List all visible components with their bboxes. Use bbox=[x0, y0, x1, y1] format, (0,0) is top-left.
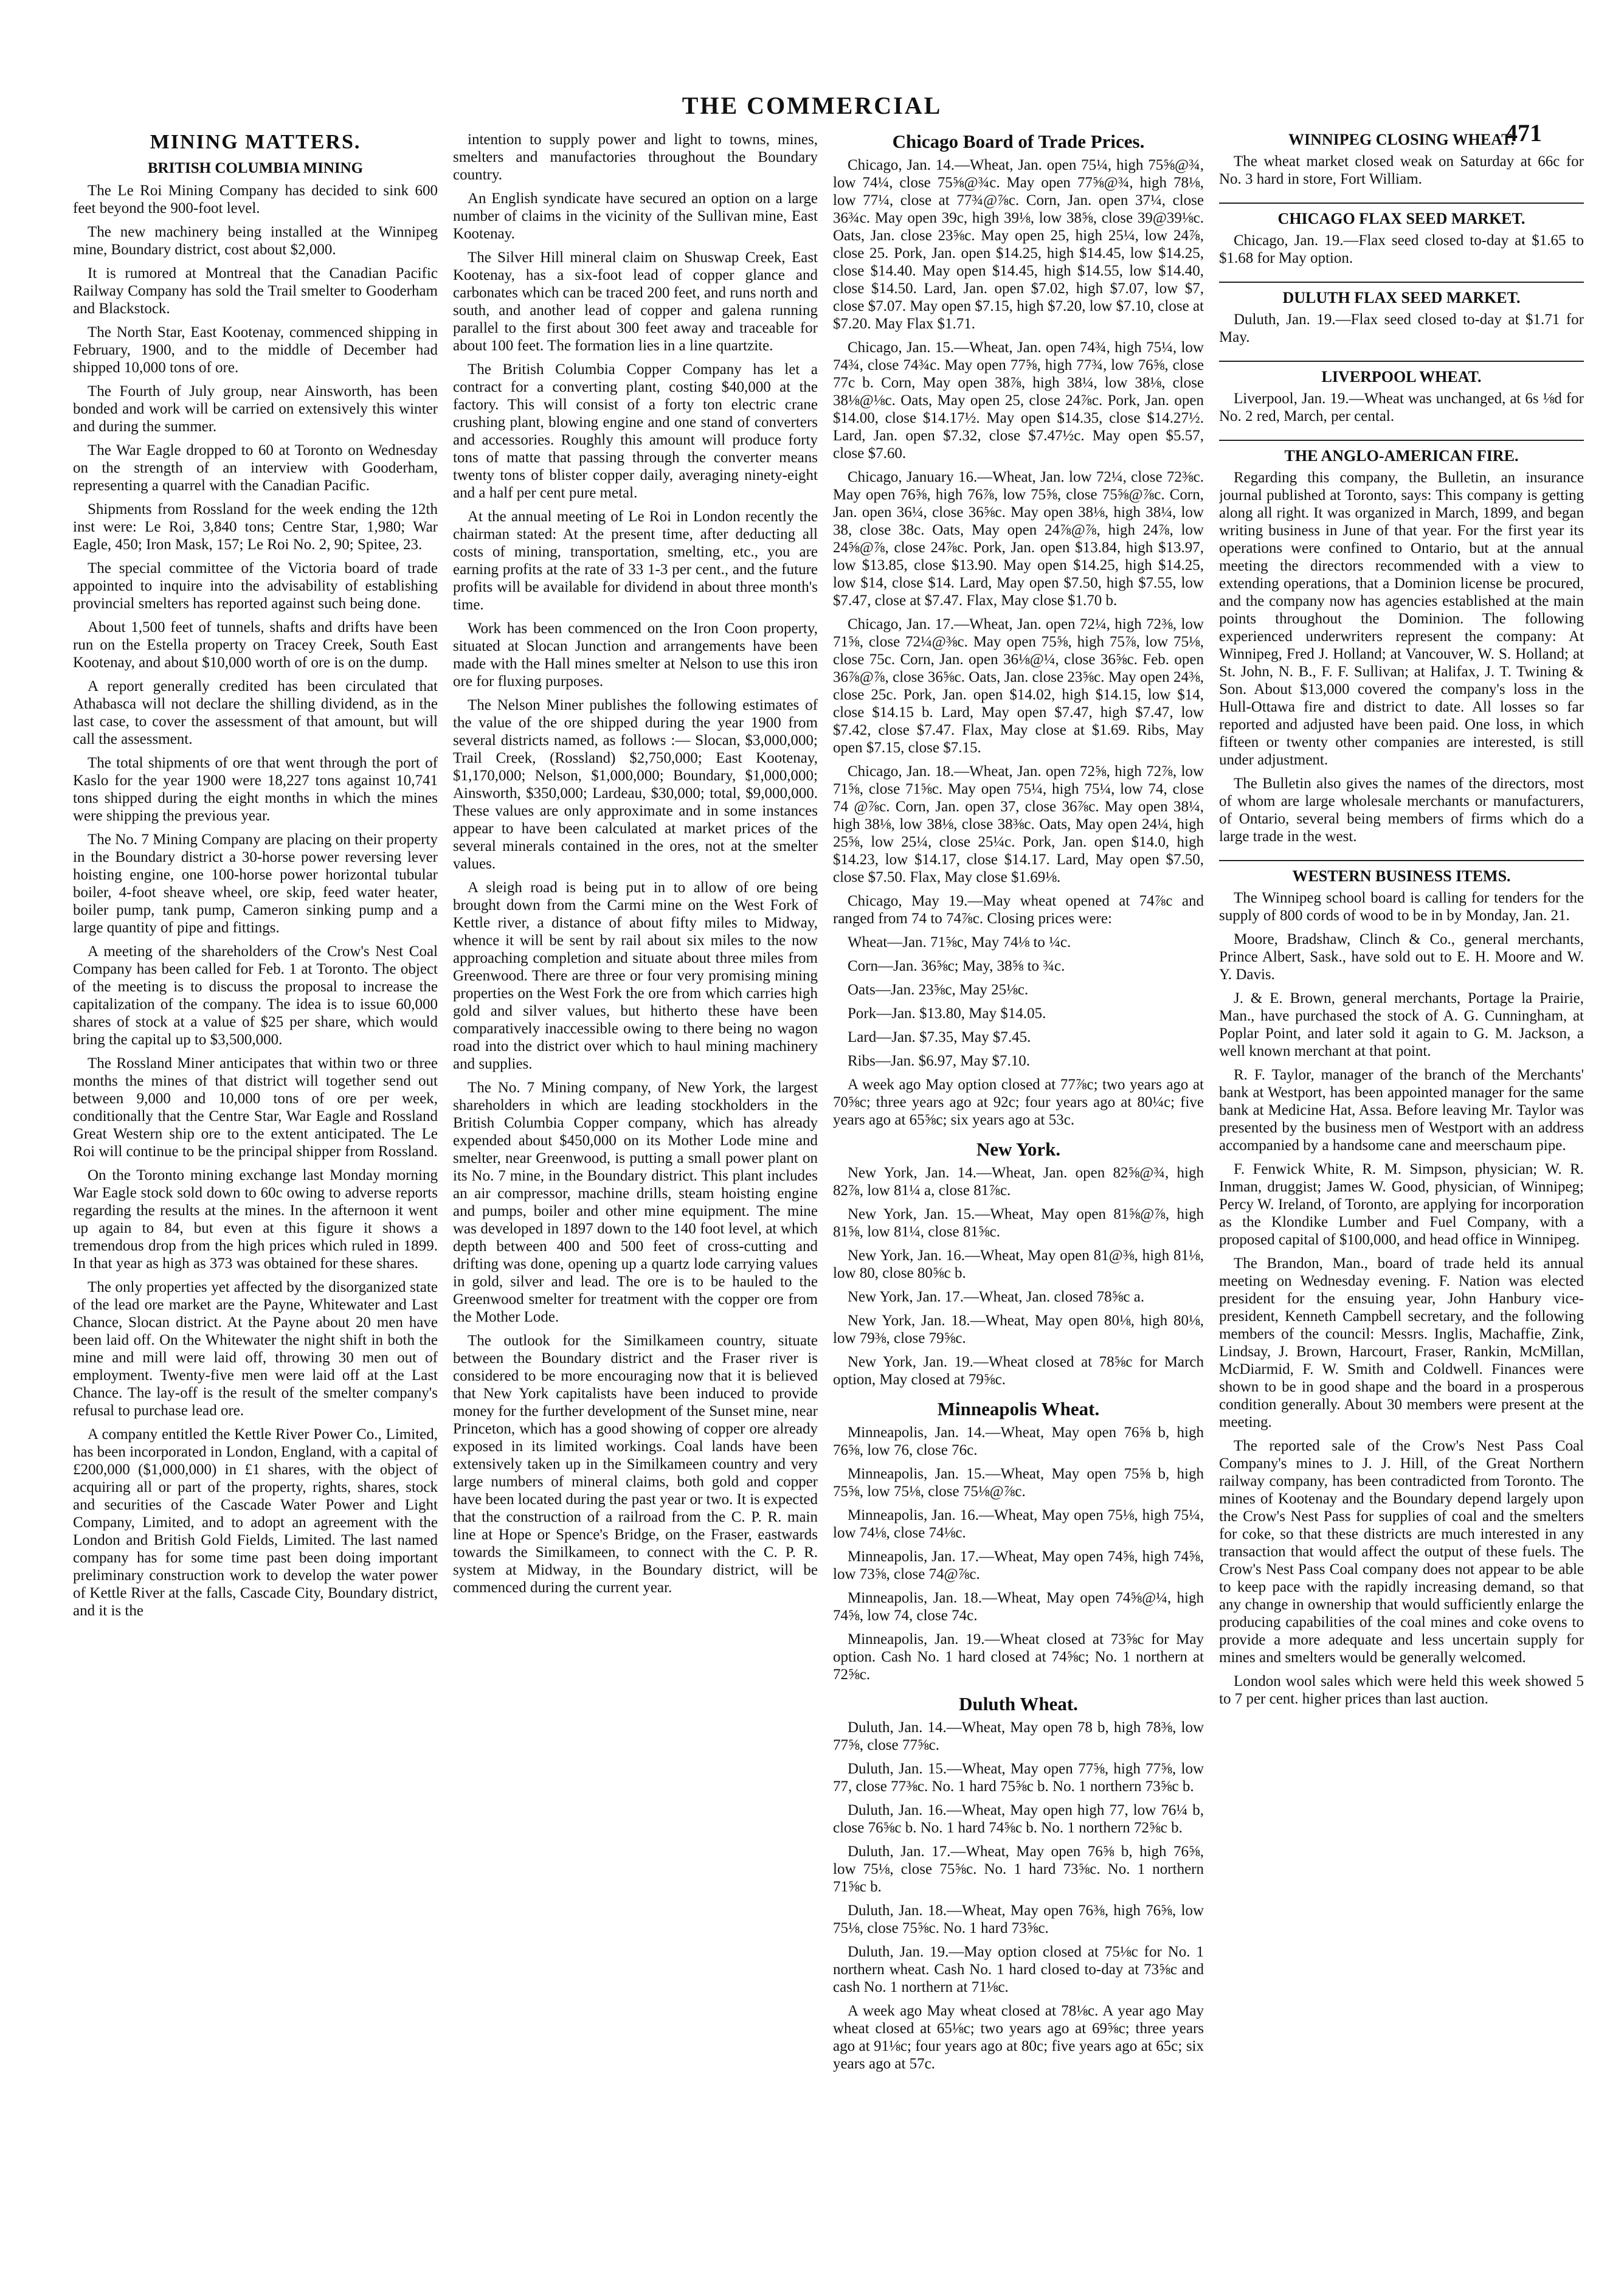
article-paragraph: The only properties yet affected by the disorganized state of the lead ore market are the Payne, Whitewater and Last Chance, Slocan district. At the Payne about 20 men have been laid off. On the Whitewater the night shift in both the mine and mill were laid off, throwing 30 men out of employment. Twenty-five men were laid off at the Last Chance. The lay-off is the result of the smelter company's refusal to purchase lead ore. bbox=[73, 1279, 438, 1419]
article-paragraph: Pork—Jan. $13.80, May $14.05. bbox=[848, 1005, 1046, 1022]
column-2 bbox=[453, 131, 818, 2247]
article-paragraph: London wool sales which were held this week showed 5 to 7 per cent. higher prices than last auction. bbox=[1219, 1673, 1584, 1707]
article-paragraph: It is rumored at Montreal that the Canadian Pacific Railway Company has sold the Trail smelter to Gooderham and Blackstock. bbox=[73, 265, 438, 317]
article-paragraph: Chicago, Jan. 14.—Wheat, Jan. open 75¼, high 75⅝@¾, low 74¼, close 75⅝@¾c. May open 77⅝@¾, high 78⅛, low 77¼, close at 77¾@⅞c. Corn, Jan. open 37¼, close 36¾c. May open 39c, high 39⅛, low 38⅝, close 39@39⅛c. Oats, Jan. close 23⅝c. May open 25, high 25¼, low 24⅞, close 25. Pork, Jan. open $14.25, high $14.45, low $14.25, close $14.40. May open $14.45, high $14.55, low $14.40, close $14.50. Lard, Jan. open $7.02, high $7.07, low $7, close $7.07. May open $7.15, high $7.20, low $7.10, close at $7.20. May Flax $1.71. bbox=[833, 157, 1204, 332]
article-paragraph: Chicago, January 16.—Wheat, Jan. low 72¼, close 72⅜c. May open 76⅝, high 76⅞, low 75⅝, close 75⅝@⅞c. Corn, Jan. open 36¼, close 36⅝c. May open 38⅛, high 38¼, low 38, close 38c. Oats, May open 24⅞@⅞, high 24⅞, low 24⅝@⅞, close 24⅞c. Pork, Jan. open $13.84, high $13.97, low $13.85, close $13.90. May open $14.25, high $14.25, low $14, close $14. Lard, May open $7.50, high $7.55, low $7.47, close at $7.47. Flax, May close $1.70 b. bbox=[833, 469, 1204, 609]
heading-duluth: Duluth Wheat. bbox=[959, 1693, 1078, 1714]
article-paragraph: The No. 7 Mining company, of New York, the largest shareholders in which are leading stockholders in the British Columbia Copper company, which has already expended about $450,000 on its Mother Lode mine and smelter, near Greenwood, is putting a small power plant on its No. 7 mine, in the Boundary district. This plant includes an air compressor, machine drills, steam hoisting engine and pumps, boiler and other mine equipment. The mine was developed in 1897 down to the 140 foot level, at which depth between 400 and 500 feet of cross-cutting and drifting was done, opening up a quartz lode carrying values in gold, silver and lead. The ore is to be hauled to the Greenwood smelter for treatment with the copper ore from the Mother Lode. bbox=[453, 1080, 818, 1325]
article-paragraph: The special committee of the Victoria board of trade appointed to inquire into the advisability of establishing provincial smelters has reported against such being done. bbox=[73, 560, 438, 612]
article-paragraph: Wheat—Jan. 71⅝c, May 74⅛ to ¼c. bbox=[848, 934, 1071, 951]
page-number: 471 bbox=[1505, 119, 1542, 147]
article-paragraph: Lard—Jan. $7.35, May $7.45. bbox=[848, 1029, 1031, 1045]
article-paragraph: New York, Jan. 18.—Wheat, May open 80⅛, high 80⅛, low 79⅜, close 79⅝c. bbox=[833, 1312, 1204, 1347]
article-paragraph: A meeting of the shareholders of the Crow's Nest Coal Company has been called for Feb. 1 at Toronto. The object of the meeting is to discuss the proposal to increase the capitalization of the company. The idea is to issue 60,000 shares of stock at a value of $25 per share, which would bring the capital up to $3,500,000. bbox=[73, 943, 438, 1048]
article-paragraph: The No. 7 Mining Company are placing on their property in the Boundary district a 30-horse power reversing lever hoisting engine, one 100-horse power horizontal tubular boiler, 4-foot sheave wheel, ore skip, feed water heater, boiler pump, tank pump, Cameron sinking pump and a large quantity of pipe and fittings. bbox=[73, 831, 438, 936]
article-paragraph: A week ago May wheat closed at 78⅛c. A year ago May wheat closed at 65⅛c; two years ago at 69⅝c; three years ago at 91⅛c; four years ago at 80c; five years ago at 65c; six years ago at 57c. bbox=[833, 2003, 1204, 2072]
heading-winnipeg-wheat: WINNIPEG CLOSING WHEAT. bbox=[1288, 131, 1515, 148]
article-paragraph: The outlook for the Similkameen country, situate between the Boundary district and the Fraser river is considered to be more encouraging now that it is believed that New York capitalists have been induced to provide money for the further development of the Sunset mine, near Princeton, which has a good showing of copper ore already exposed in its limited workings. Coal lands have been extensively taken up in the Similkameen country and very large numbers of mineral claims, both gold and copper have been located during the past year or two. It is expected that the construction of a railroad from the C. P. R. main line at Hope or Spence's Bridge, on the Fraser, eastwards towards the Similkameen, to connect with the C. P. R. system at Midway, in the Boundary district, will be commenced during the current year. bbox=[453, 1333, 818, 1596]
article-paragraph: Duluth, Jan. 17.—Wheat, May open 76⅝ b, high 76⅝, low 75⅛, close 75⅝c. No. 1 hard 73⅝c. No. 1 northern 71⅝c b. bbox=[833, 1843, 1204, 1895]
section-title-mining-matters: MINING MATTERS. bbox=[150, 131, 361, 153]
article-paragraph: F. Fenwick White, R. M. Simpson, physician; W. R. Inman, druggist; James W. Good, physician, of Winnipeg; Percy W. Ireland, of Toronto, are applying for incorporation as the Klondike Lumber and Fuel Company, with a proposed capital of $100,000, and head office in Winnipeg. bbox=[1219, 1161, 1584, 1248]
heading-liverpool: LIVERPOOL WHEAT. bbox=[1219, 361, 1584, 386]
article-paragraph: Duluth, Jan. 16.—Wheat, May open high 77, low 76¼ b, close 76⅝c b. No. 1 hard 74⅝c b. No. 1 northern 72⅝c b. bbox=[833, 1802, 1204, 1836]
article-paragraph: An English syndicate have secured an option on a large number of claims in the vicinity of the Sullivan mine, East Kootenay. bbox=[453, 190, 818, 242]
article-paragraph: The Rossland Miner anticipates that within two or three months the mines of that district will together send out between 9,000 and 10,000 tons of ore per week, conditionally that the Centre Star, War Eagle and Rossland Great Western ship ore to the extent anticipated. The Le Roi will continue to be the principal shipper from Rossland. bbox=[73, 1055, 438, 1160]
article-paragraph: Duluth, Jan. 18.—Wheat, May open 76⅜, high 76⅝, low 75⅛, close 75⅝c. No. 1 hard 73⅝c. bbox=[833, 1902, 1204, 1936]
subtitle-bc-mining: BRITISH COLUMBIA MINING bbox=[147, 160, 364, 176]
article-paragraph: The Silver Hill mineral claim on Shuswap Creek, East Kootenay, has a six-foot lead of copper glance and carbonates which can be traced 200 feet, and runs north and south, and another lead of copper and galena running parallel to the first about 300 feet away and traceable for about 100 feet. The formation lies in a line quartzite. bbox=[453, 249, 818, 354]
duluth-reports bbox=[833, 1719, 1204, 2073]
western-paragraphs bbox=[1219, 889, 1584, 1708]
article-paragraph: New York, Jan. 15.—Wheat, May open 81⅝@⅞, high 81⅝, low 81¼, close 81⅝c. bbox=[833, 1206, 1204, 1240]
article-paragraph: The reported sale of the Crow's Nest Pass Coal Company's mines to J. J. Hill, of the Great Northern railway company, has been contradicted from Toronto. The mines of Kootenay and the Boundary depend largely upon the Crow's Nest Pass for supplies of coal and the smelters for coke, so that these districts are much interested in any transaction that would affect the output of these fuels. The Crow's Nest Pass Coal company does not appear to be able to keep pace with the rapidly increasing demand, so that any change in ownership that would sufficiently enlarge the producing capabilities of the coal mines and coke ovens to provide a more adequate and less uncertain supply for mines and smelters would be generally welcomed. bbox=[1219, 1438, 1584, 1666]
article-paragraph: Minneapolis, Jan. 15.—Wheat, May open 75⅝ b, high 75⅝, low 75⅛, close 75⅛@⅞c. bbox=[833, 1466, 1204, 1500]
article-paragraph: A company entitled the Kettle River Power Co., Limited, has been incorporated in London, England, with a capital of £200,000 ($1,000,000) in £1 shares, with the object of acquiring all or part of the property, rights, shares, stock and securities of the Cascade Water Power and Light Company, Limited, and to adopt an agreement with the London and British Gold Fields, Limited. The last named company has for some time past been doing important preliminary construction work to develop the water power of Kettle River at the falls, Cascade City, Boundary district, and it is the bbox=[73, 1426, 438, 1619]
article-paragraph: R. F. Taylor, manager of the branch of the Merchants' bank at Westport, has been appointed manager for the same bank at Medicine Hat, Assa. Before leaving Mr. Taylor was presented by the business men of Westport with an address accompanied by a handsome cane and meerschaum pipe. bbox=[1219, 1067, 1584, 1154]
chicago-reports bbox=[833, 156, 1204, 1129]
article-paragraph: The Fourth of July group, near Ainsworth, has been bonded and work will be carried on extensively this winter and during the summer. bbox=[73, 383, 438, 435]
heading-western-business: WESTERN BUSINESS ITEMS. bbox=[1219, 860, 1584, 886]
article-paragraph: The total shipments of ore that went through the port of Kaslo for the year 1900 were 18,227 tons against 10,741 tons shipped during the eight months in which the mines were shipping the previous year. bbox=[73, 755, 438, 824]
article-paragraph: Ribs—Jan. $6.97, May $7.10. bbox=[848, 1053, 1030, 1069]
article-paragraph: Minneapolis, Jan. 16.—Wheat, May open 75⅛, high 75¼, low 74⅛, close 74⅛c. bbox=[833, 1507, 1204, 1541]
fire-paragraphs bbox=[1219, 469, 1584, 845]
column-1 bbox=[73, 131, 438, 2247]
mining-paragraphs bbox=[73, 182, 438, 1620]
article-paragraph: intention to supply power and light to towns, mines, smelters and manufactories throughout the Boundary country. bbox=[453, 131, 818, 183]
article-paragraph: On the Toronto mining exchange last Monday morning War Eagle stock sold down to 60c owing to adverse reports regarding the results at the mines. In the afternoon it went up again to 84, but even at this figure it shows a tremendous drop from the high prices which ruled in 1899. In that year as high as 373 was obtained for these shares. bbox=[73, 1167, 438, 1272]
article-paragraph: Duluth, Jan. 19.—May option closed at 75⅛c for No. 1 northern wheat. Cash No. 1 hard closed to-day at 73⅝c and cash No. 1 northern at 71⅛c. bbox=[833, 1944, 1204, 1995]
article-paragraph: Shipments from Rossland for the week ending the 12th inst were: Le Roi, 3,840 tons; Centre Star, 1,980; War Eagle, 450; Iron Mask, 157; Le Roi No. 2, 90; Spitee, 23. bbox=[73, 501, 438, 553]
article-paragraph: A report generally credited has been circulated that Athabasca will not declare the shilling dividend, as in the last case, to cover the assessment of that amount, but will call the assessment. bbox=[73, 678, 438, 747]
article-paragraph: The War Eagle dropped to 60 at Toronto on Wednesday on the strength of an interview with Gooderham, representing a quarrel with the Canadian Pacific. bbox=[73, 442, 438, 494]
article-paragraph: Chicago, Jan. 15.—Wheat, Jan. open 74¾, high 75¼, low 74¾, close 74¾c. May open 77⅝, high 77¾, low 76⅝, close 77c b. Corn, May open 38⅞, high 38¼, low 38⅛, close 38⅛@⅛c. Oats, May open 25, close 24⅞c. Pork, Jan. open $14.00, close $14.17½. May open $14.35, close $14.27½. Lard, Jan. open $7.32, close $7.47½c. May open $5.57, close $7.60. bbox=[833, 339, 1204, 462]
duluth-flax-paragraph: Duluth, Jan. 19.—Flax seed closed to-day at $1.71 for May. bbox=[1219, 311, 1584, 345]
article-paragraph: A sleigh road is being put in to allow of ore being brought down from the Carmi mine on the West Fork of Kettle river, a distance of about fifty miles to Midway, whence it will be sent by rail about six miles to the now approaching completion and situate about three miles from Greenwood. There are three or four very promising mining properties on the West Fork the ore from which carries high gold and silver values, but hitherto these have been comparatively inaccessible owing to there being no wagon road into the district over which to haul mining machinery and supplies. bbox=[453, 879, 818, 1072]
chicago-flax-paragraph: Chicago, Jan. 19.—Flax seed closed to-day at $1.65 to $1.68 for May option. bbox=[1219, 232, 1584, 266]
article-paragraph: The Winnipeg school board is calling for tenders for the supply of 800 cords of wood to be in by Monday, Jan. 21. bbox=[1219, 890, 1584, 924]
article-paragraph: Chicago, May 19.—May wheat opened at 74⅞c and ranged from 74 to 74⅞c. Closing prices were: bbox=[833, 893, 1204, 927]
article-paragraph: Regarding this company, the Bulletin, an insurance journal published at Toronto, says: This company is getting along all right. It was organized in March, 1899, and began writing business in June of that year. For the first year its operations were confined to Ontario, but at the annual meeting the directors recommended with a view to extending operations, that a Dominion license be procured, and the company now has agencies established at the main points throughout the Dominion. The following experienced underwriters represent the company: At Winnipeg, Fred J. Holland; at Vancouver, W. S. Holland; at St. John, N. B., F. F. Sullivan; at Halifax, J. T. Twining & Son. About $13,000 covered the company's loss in the Hull-Ottawa fire and district to date. All losses so far reported and adjusted have been paid. One loss, in which fifteen or twenty other companies are interested, is still under adjustment. bbox=[1219, 470, 1584, 768]
article-paragraph: The Bulletin also gives the names of the directors, most of whom are large wholesale merchants or manufacturers, of Ontario, several being members of firms which do a large trade in the west. bbox=[1219, 775, 1584, 845]
article-paragraph: The Brandon, Man., board of trade held its annual meeting on Wednesday evening. F. Nation was elected president for the ensuing year, John Hanbury vice-president, Kenneth Campbell secretary, and the following members of the council: Messrs. Inglis, Machaffie, Zink, Lindsay, J. Brown, Harcourt, Fraser, Rankin, McMillan, McDiarmid, F. W. Smith and Coldwell. Finances were shown to be in good shape and the board in a prosperous condition generally. About 30 members were present at the meeting. bbox=[1219, 1255, 1584, 1430]
mining-continued-paragraphs bbox=[453, 131, 818, 1596]
winnipeg-paragraph: The wheat market closed weak on Saturday at 66c for No. 3 hard in store, Fort William. bbox=[1219, 153, 1584, 187]
article-paragraph: Minneapolis, Jan. 18.—Wheat, May open 74⅝@¼, high 74⅝, low 74, close 74c. bbox=[833, 1590, 1204, 1624]
article-paragraph: Duluth, Jan. 14.—Wheat, May open 78 b, high 78⅜, low 77⅝, close 77⅝c. bbox=[833, 1719, 1204, 1753]
article-paragraph: New York, Jan. 17.—Wheat, Jan. closed 78⅝c a. bbox=[848, 1289, 1145, 1305]
article-paragraph: Chicago, Jan. 17.—Wheat, Jan. open 72¼, high 72⅜, low 71⅝, close 72¼@⅜c. May open 75⅝, high 75⅞, low 75⅛, close 75c. Corn, Jan. open 36⅛@¼, close 36⅝c. Feb. open 36⅞@⅞, close 36⅝c. Oats, Jan. close 23⅝c. May open 24⅜, close 25c. Pork, Jan. open $14.02, high $14.15, low $14, close $14.15 b. Lard, May open $7.47, high $7.47, low $7.42, close $7.47. Flax, May close at $1.69. Ribs, May open $7.15, close $7.15. bbox=[833, 616, 1204, 756]
minneapolis-reports bbox=[833, 1424, 1204, 1683]
column-3 bbox=[833, 131, 1204, 2247]
heading-anglo-american-fire: THE ANGLO-AMERICAN FIRE. bbox=[1219, 440, 1584, 465]
article-paragraph: A week ago May option closed at 77⅞c; two years ago at 70⅝c; three years ago at 92c; four years ago at 80¼c; five years ago at 65⅝c; six years ago at 53c. bbox=[833, 1076, 1204, 1128]
article-paragraph: The British Columbia Copper Company has let a contract for a converting plant, costing $40,000 at the factory. This will consist of a forty ton electric crane crushing plant, blowing engine and one stand of converters and accessories. Roughly this amount will produce forty tons of matte that passing through the converter means twenty tons of blister copper daily, averaging ninety-eight and a half per cent pure metal. bbox=[453, 361, 818, 501]
heading-new-york: New York. bbox=[976, 1139, 1061, 1160]
article-paragraph: The Nelson Miner publishes the following estimates of the value of the ore shipped during the year 1900 from several districts named, as follows :— Slocan, $3,000,000; Trail Creek, (Rossland) $2,750,000; East Kootenay, $1,170,000; Nelson, $1,000,000; Boundary, $1,000,000; Ainsworth, $350,000; Lardeau, $30,000; total, $9,000,000. These values are only approximate and in some instances appear to have been calculated at market prices of the several minerals contained in the ores, not at the smelter values. bbox=[453, 697, 818, 872]
article-paragraph: The Le Roi Mining Company has decided to sink 600 feet beyond the 900-foot level. bbox=[73, 182, 438, 217]
article-paragraph: Minneapolis, Jan. 19.—Wheat closed at 73⅝c for May option. Cash No. 1 hard closed at 74⅝c; No. 1 northern at 72⅝c. bbox=[833, 1631, 1204, 1683]
article-paragraph: Duluth, Jan. 15.—Wheat, May open 77⅝, high 77⅝, low 77, close 77⅜c. No. 1 hard 75⅝c b. No. 1 northern 73⅝c b. bbox=[833, 1761, 1204, 1795]
heading-minneapolis: Minneapolis Wheat. bbox=[937, 1398, 1100, 1419]
article-paragraph: Minneapolis, Jan. 14.—Wheat, May open 76⅝ b, high 76⅝, low 76, close 76c. bbox=[833, 1424, 1204, 1458]
article-paragraph: About 1,500 feet of tunnels, shafts and drifts have been run on the Estella property on Tracey Creek, South East Kootenay, and about $10,000 worth of ore is on the dump. bbox=[73, 619, 438, 671]
heading-duluth-flax: DULUTH FLAX SEED MARKET. bbox=[1219, 282, 1584, 307]
article-paragraph: New York, Jan. 19.—Wheat closed at 78⅝c for March option, May closed at 79⅝c. bbox=[833, 1354, 1204, 1388]
article-paragraph: At the annual meeting of Le Roi in London recently the chairman stated: At the present time, after deducting all costs of mining, transportation, smelting, etc., you are earning profits at the rate of 33 1-3 per cent., and the future profits will be available for dividend in about three month's time. bbox=[453, 508, 818, 613]
publication-title: THE COMMERCIAL bbox=[682, 92, 942, 119]
column-4 bbox=[1219, 131, 1584, 2247]
article-paragraph: Work has been commenced on the Iron Coon property, situated at Slocan Junction and arrangements have been made with the Hall mines smelter at Nelson to use this iron ore for fluxing purposes. bbox=[453, 620, 818, 690]
newyork-reports bbox=[833, 1164, 1204, 1388]
article-paragraph: Chicago, Jan. 18.—Wheat, Jan. open 72⅝, high 72⅞, low 71⅝, close 71⅝c. May open 75¼, high 75¼, low 74, close 74 @⅞c. Corn, Jan. open 37, close 36⅞c. May open 38¼, high 38⅛, low 38⅛, close 38⅜c. Oats, May open 24¼, high 25⅝, low 25¼, close 25¼c. Pork, Jan. open $14.0, high $14.23, low $14.17, close $14.17. Lard, May open $7.50, close $7.50. Flax, May close $1.69⅛. bbox=[833, 763, 1204, 886]
article-paragraph: New York, Jan. 16.—Wheat, May open 81@⅜, high 81⅛, low 80, close 80⅝c b. bbox=[833, 1247, 1204, 1281]
article-paragraph: The new machinery being installed at the Winnipeg mine, Boundary district, cost about $2,000. bbox=[73, 224, 438, 258]
article-paragraph: Moore, Bradshaw, Clinch & Co., general merchants, Prince Albert, Sask., have sold out to E. H. Moore and W. Y. Davis. bbox=[1219, 931, 1584, 983]
article-paragraph: Oats—Jan. 23⅝c, May 25⅛c. bbox=[848, 982, 1029, 998]
article-paragraph: J. & E. Brown, general merchants, Portage la Prairie, Man., have purchased the stock of A. G. Cunningham, at Poplar Point, and later sold it again to G. M. Jackson, a well known merchant at that point. bbox=[1219, 990, 1584, 1059]
article-paragraph: Minneapolis, Jan. 17.—Wheat, May open 74⅝, high 74⅝, low 73⅝, close 74@⅞c. bbox=[833, 1548, 1204, 1582]
article-paragraph: New York, Jan. 14.—Wheat, Jan. open 82⅝@¾, high 82⅞, low 81¼ a, close 81⅞c. bbox=[833, 1165, 1204, 1199]
article-paragraph: Corn—Jan. 36⅝c; May, 38⅝ to ¾c. bbox=[848, 958, 1065, 974]
heading-chicago-flax: CHICAGO FLAX SEED MARKET. bbox=[1219, 203, 1584, 228]
article-paragraph: The North Star, East Kootenay, commenced shipping in February, 1900, and to the middle of December had shipped 10,000 tons of ore. bbox=[73, 324, 438, 376]
heading-chicago-board: Chicago Board of Trade Prices. bbox=[892, 131, 1145, 152]
liverpool-paragraph: Liverpool, Jan. 19.—Wheat was unchanged, at 6s ⅛d for No. 2 red, March, per cental. bbox=[1219, 390, 1584, 425]
